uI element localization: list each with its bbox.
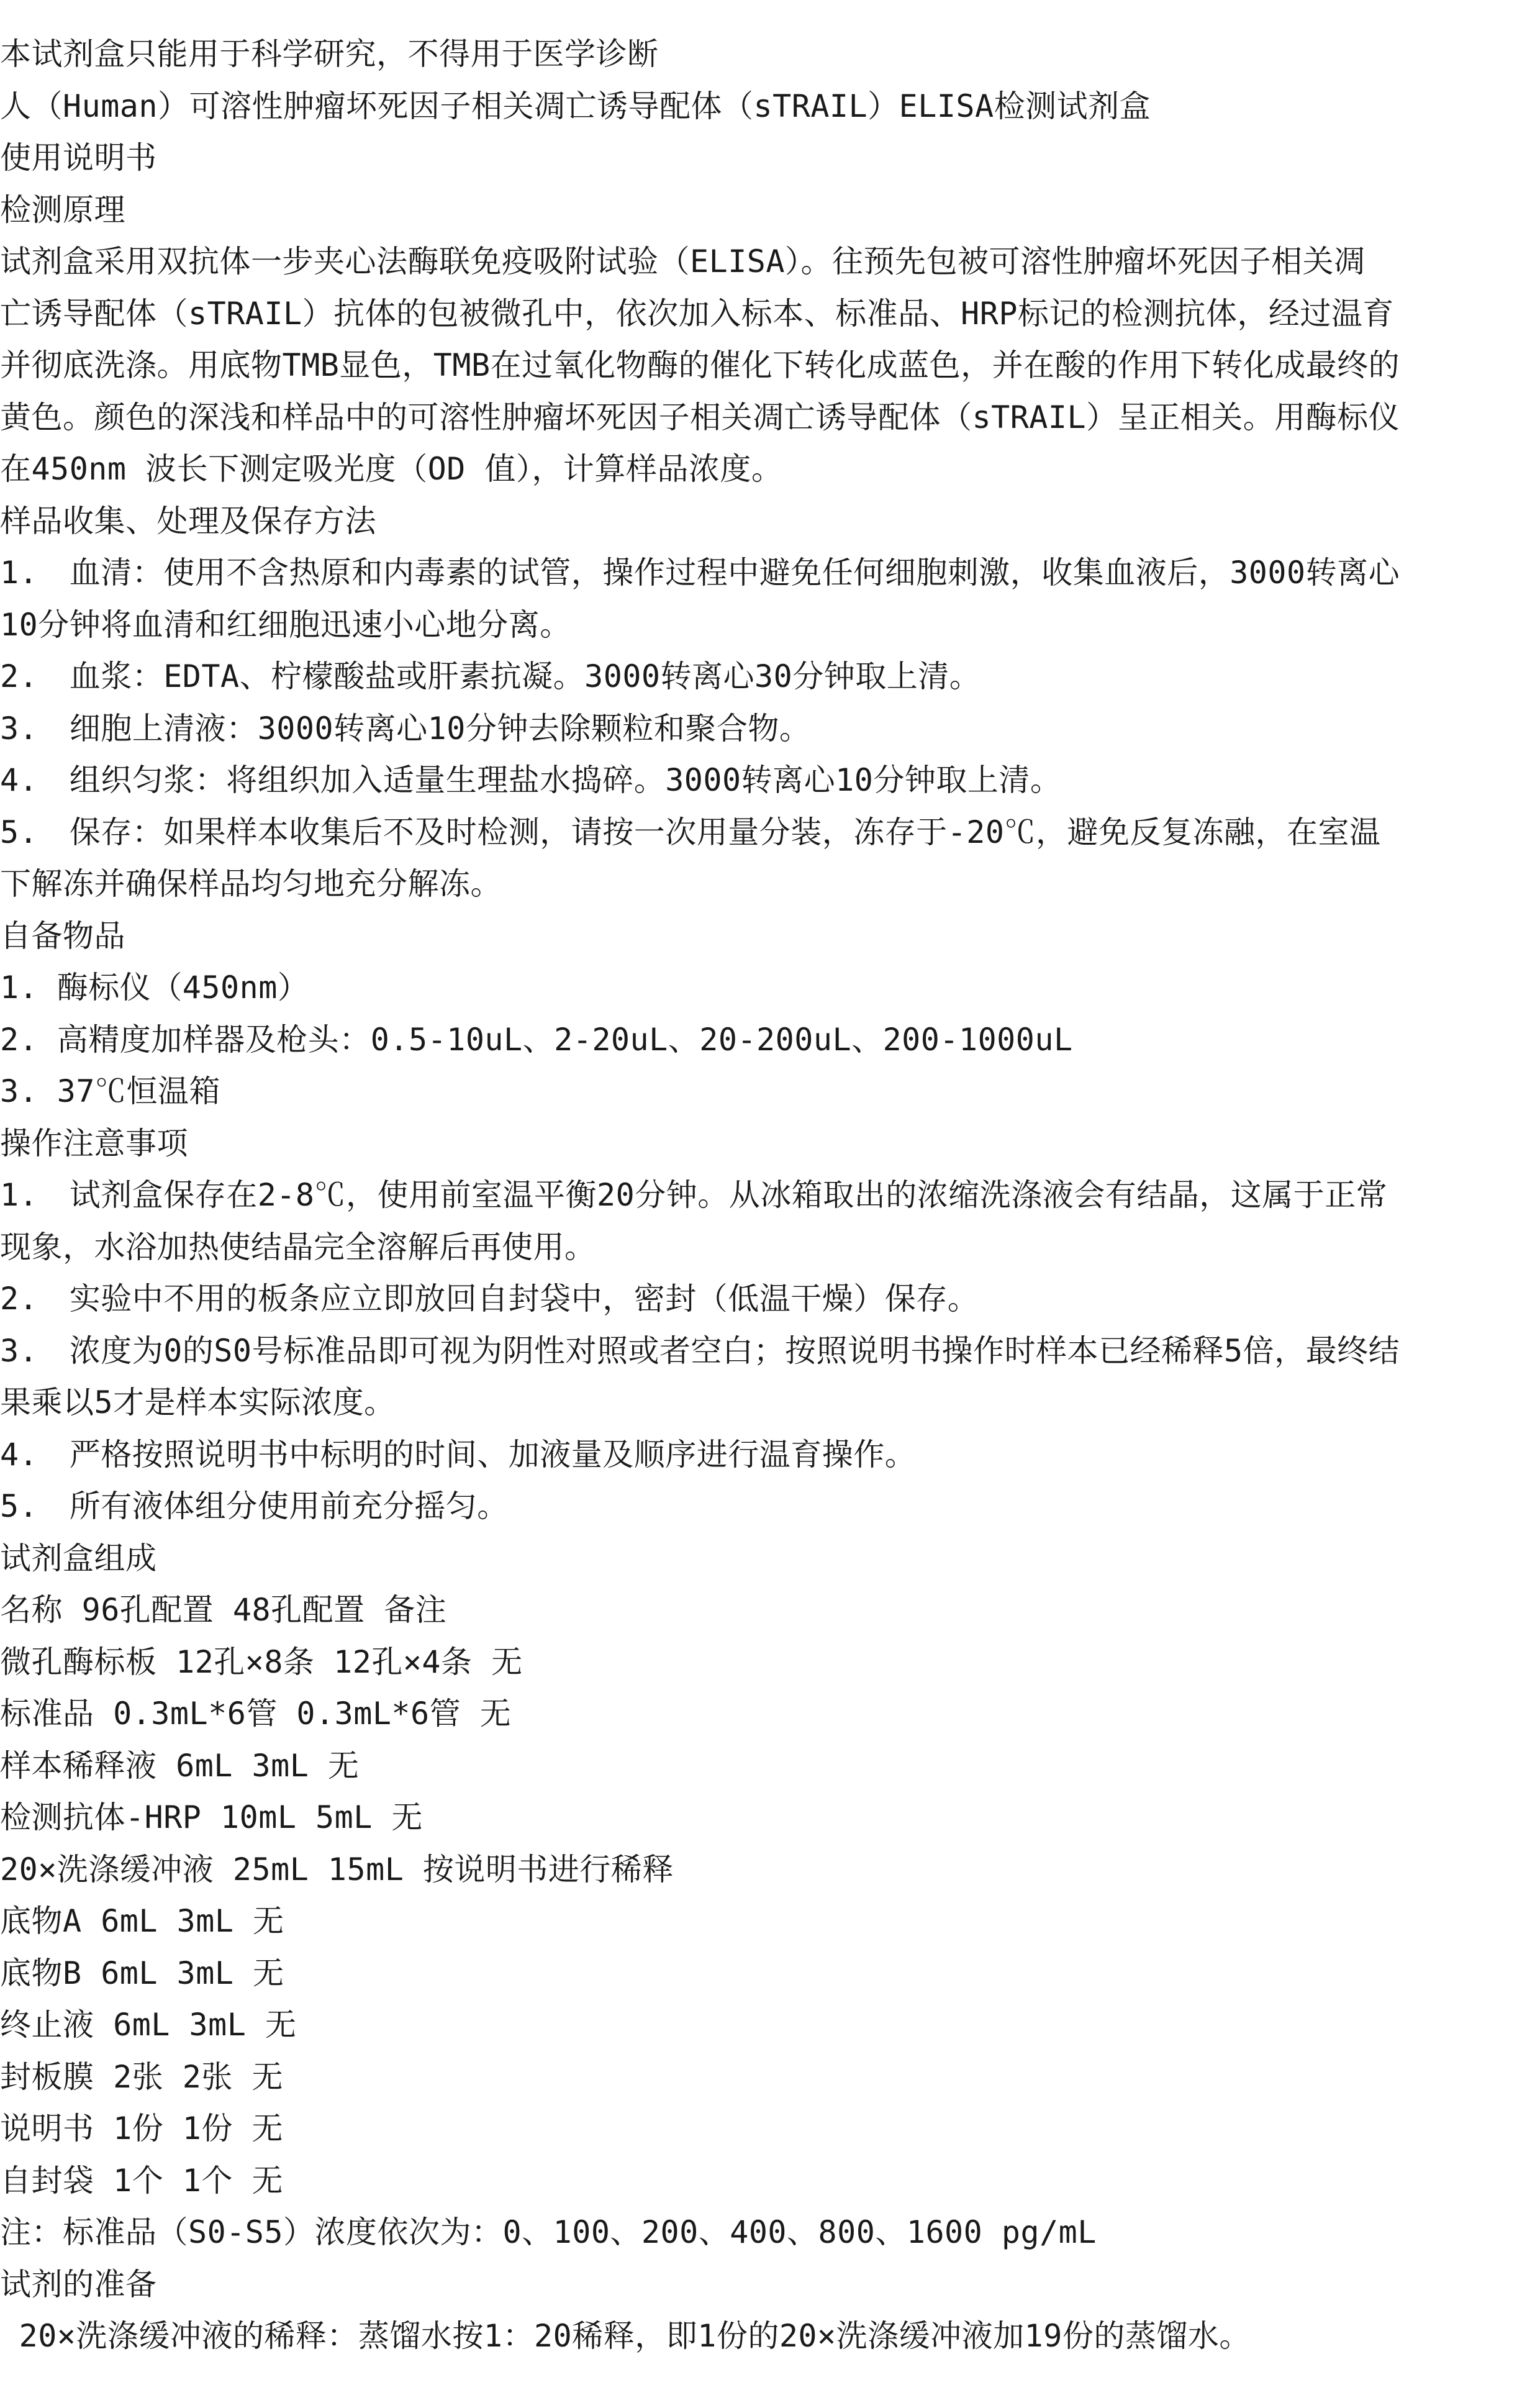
document-subtitle: 使用说明书 (0, 140, 157, 176)
section-heading-precautions: 操作注意事项 (0, 1125, 188, 1161)
section-heading-principle: 检测原理 (0, 191, 125, 228)
component-row: 底物B 6mL 3mL 无 (0, 1955, 284, 1991)
component-row: 封板膜 2张 2张 无 (0, 2058, 284, 2095)
component-row: 说明书 1份 1份 无 (0, 2110, 284, 2146)
list-item: 3. 37℃恒温箱 (0, 1073, 221, 1109)
list-item: 3. 浓度为0的S0号标准品即可视为阴性对照或者空白；按照说明书操作时样本已经稀释5倍，最终结 (0, 1332, 1400, 1369)
standards-note: 注：标准品（S0-S5）浓度依次为：0、100、200、400、800、1600 pg/mL (0, 2214, 1097, 2250)
list-item: 1. 血清：使用不含热原和内毒素的试管，操作过程中避免任何细胞刺激，收集血液后，3000转离心 (0, 555, 1400, 591)
list-item-continuation: 下解冻并确保样品均匀地充分解冻。 (0, 866, 502, 902)
component-row: 样本稀释液 6mL 3mL 无 (0, 1747, 360, 1784)
component-row: 自封袋 1个 1个 无 (0, 2162, 284, 2199)
list-item: 2. 高精度加样器及枪头：0.5-10uL、2-20uL、20-200uL、200-1000uL (0, 1021, 1073, 1058)
paragraph-line: 并彻底洗涤。用底物TMB显色，TMB在过氧化物酶的催化下转化成蓝色，并在酸的作用下转化成最终的 (0, 347, 1400, 383)
list-item: 4. 严格按照说明书中标明的时间、加液量及顺序进行温育操作。 (0, 1436, 917, 1473)
component-table-header: 名称 96孔配置 48孔配置 备注 (0, 1592, 447, 1628)
list-item: 3. 细胞上清液：3000转离心10分钟去除颗粒和聚合物。 (0, 710, 811, 747)
paragraph-line: 黄色。颜色的深浅和样品中的可溶性肿瘤坏死因子相关凋亡诱导配体（sTRAIL）呈正相关。用酶标仪 (0, 399, 1400, 435)
list-item: 1. 试剂盒保存在2-8℃，使用前室温平衡20分钟。从冰箱取出的浓缩洗涤液会有结晶，这属于正常 (0, 1177, 1388, 1213)
list-item-continuation: 现象，水浴加热使结晶完全溶解后再使用。 (0, 1229, 596, 1265)
paragraph-line: 亡诱导配体（sTRAIL）抗体的包被微孔中，依次加入标本、标准品、HRP标记的检测抗体，经过温育 (0, 295, 1394, 332)
document-body (0, 29, 1534, 2363)
list-item: 5. 保存：如果样本收集后不及时检测，请按一次用量分装，冻存于-20℃，避免反复冻融，在室温 (0, 814, 1381, 850)
component-row: 微孔酶标板 12孔×8条 12孔×4条 无 (0, 1643, 523, 1680)
list-item: 4. 组织匀浆：将组织加入适量生理盐水捣碎。3000转离心10分钟取上清。 (0, 762, 1062, 798)
section-heading-reagent-prep: 试剂的准备 (0, 2266, 157, 2302)
list-item: 1. 酶标仪（450nm） (0, 970, 309, 1006)
list-item-continuation: 果乘以5才是样本实际浓度。 (0, 1384, 396, 1420)
list-item: 5. 所有液体组分使用前充分摇匀。 (0, 1488, 509, 1524)
component-row: 底物A 6mL 3mL 无 (0, 1903, 284, 1939)
component-row: 20×洗涤缓冲液 25mL 15mL 按说明书进行稀释 (0, 1851, 674, 1888)
list-item: 2. 实验中不用的板条应立即放回自封袋中，密封（低温干燥）保存。 (0, 1281, 979, 1317)
section-heading-kit-components: 试剂盒组成 (0, 1540, 157, 1576)
component-row: 检测抗体-HRP 10mL 5mL 无 (0, 1799, 423, 1835)
component-row: 终止液 6mL 3mL 无 (0, 2007, 297, 2043)
disclaimer-line: 本试剂盒只能用于科学研究，不得用于医学诊断 (0, 36, 659, 72)
paragraph-line: 在450nm 波长下测定吸光度（OD 值），计算样品浓度。 (0, 451, 783, 487)
component-row: 标准品 0.3mL*6管 0.3mL*6管 无 (0, 1696, 512, 1732)
paragraph-line: 试剂盒采用双抗体一步夹心法酶联免疫吸附试验（ELISA）。往预先包被可溶性肿瘤坏死因子相关凋 (0, 243, 1366, 279)
section-heading-materials: 自备物品 (0, 917, 125, 954)
list-item-continuation: 10分钟将血清和红细胞迅速小心地分离。 (0, 606, 571, 643)
section-heading-sample-handling: 样品收集、处理及保存方法 (0, 502, 376, 539)
list-item: 2. 血浆：EDTA、柠檬酸盐或肝素抗凝。3000转离心30分钟取上清。 (0, 658, 981, 694)
document-title: 人（Human）可溶性肿瘤坏死因子相关凋亡诱导配体（sTRAIL）ELISA检测试剂盒 (0, 88, 1151, 124)
paragraph-line: 20×洗涤缓冲液的稀释：蒸馏水按1：20稀释，即1份的20×洗涤缓冲液加19份的蒸馏水。 (0, 2318, 1251, 2354)
